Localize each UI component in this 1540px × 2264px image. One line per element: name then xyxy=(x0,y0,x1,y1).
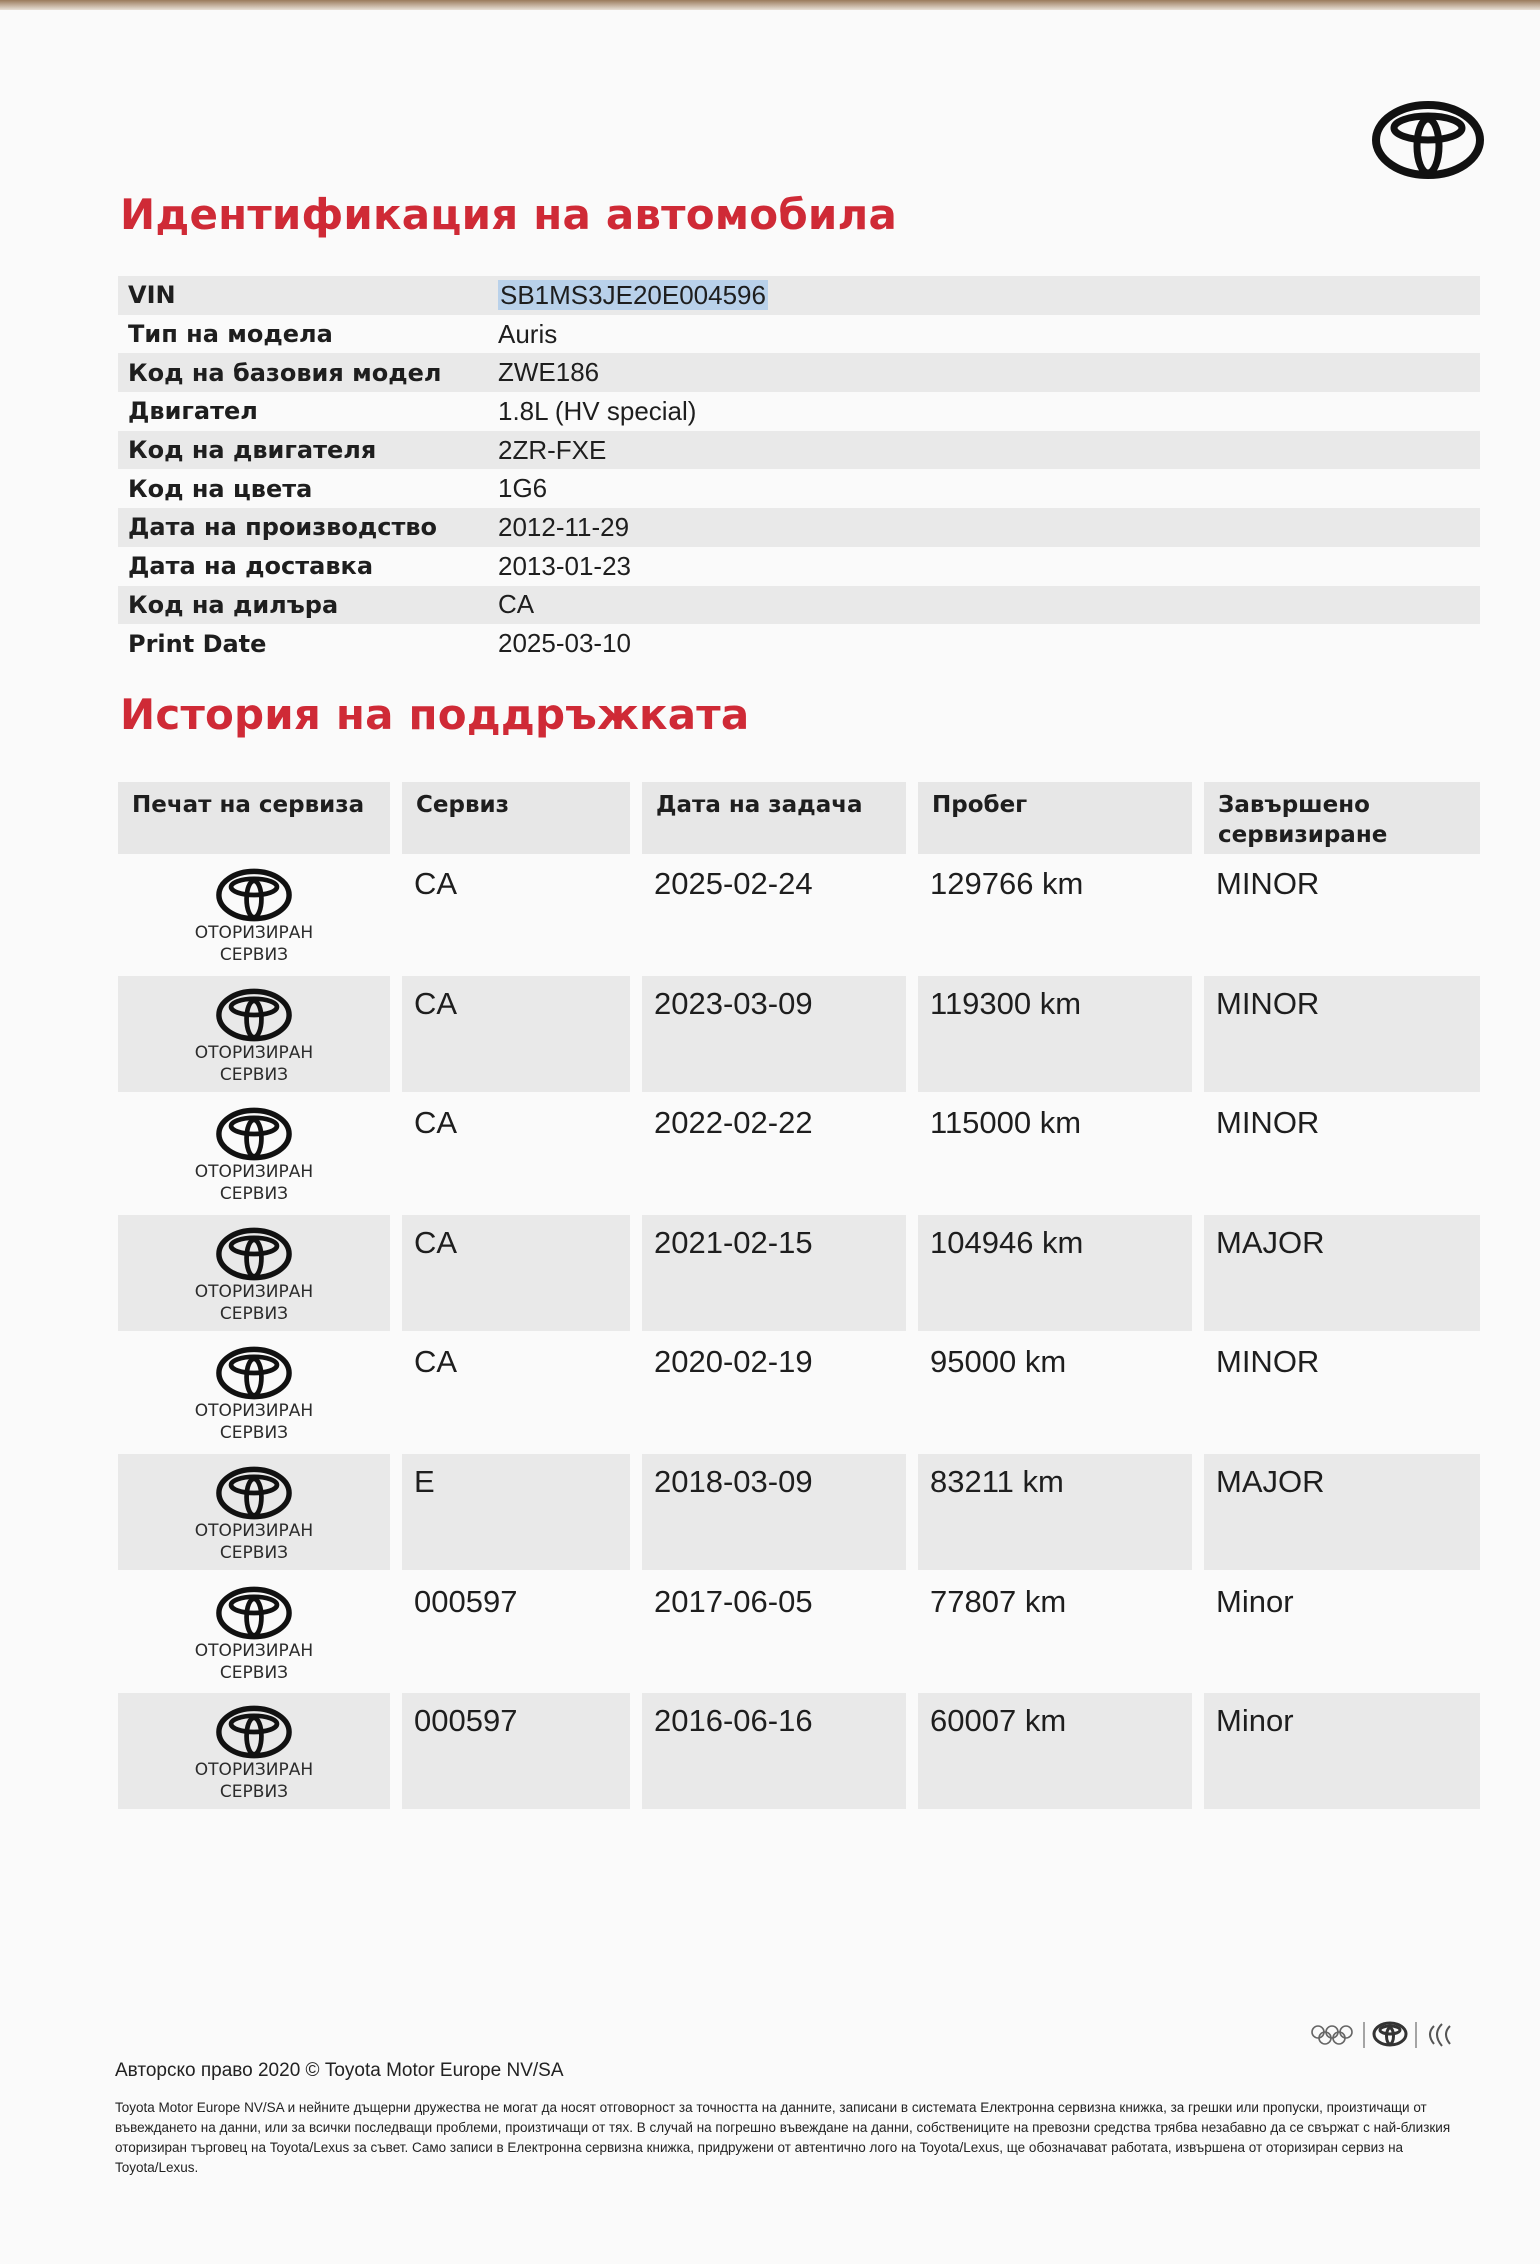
stamp-line1: ОТОРИЗИРАН xyxy=(194,1281,314,1302)
service-code: CA xyxy=(414,1344,458,1380)
service-stamp xyxy=(118,1693,390,1809)
service-stamp xyxy=(118,1215,390,1331)
service-type: MAJOR xyxy=(1204,1215,1480,1331)
identification-table xyxy=(118,276,1480,663)
header-mileage: Пробег xyxy=(918,782,1192,854)
id-value: CA xyxy=(498,589,535,620)
id-label: Двигател xyxy=(128,397,258,426)
id-label: Тип на модела xyxy=(128,320,333,349)
toyota-logo-icon xyxy=(1372,100,1484,180)
toyota-logo-icon xyxy=(216,988,292,1042)
mileage: 77807 km xyxy=(930,1583,1067,1619)
id-value: 2025-03-10 xyxy=(498,628,631,659)
toyota-logo-icon xyxy=(216,1107,292,1161)
header-date: Дата на задача xyxy=(642,782,906,854)
stamp-line1: ОТОРИЗИРАН xyxy=(194,1042,314,1063)
task-date: 2022-02-22 xyxy=(654,1105,813,1141)
service-code: CA xyxy=(414,866,458,901)
table-row xyxy=(118,1332,1480,1452)
stamp-line2: СЕРВИЗ xyxy=(219,1542,289,1563)
toyota-logo-icon xyxy=(216,868,292,922)
mileage: 60007 km xyxy=(918,1693,1192,1809)
id-value: 1G6 xyxy=(498,473,548,504)
id-label: Код на дилъра xyxy=(128,590,339,619)
task-date: 2025-02-24 xyxy=(654,866,813,901)
id-row-print-date xyxy=(118,624,1480,663)
stamp-line2: СЕРВИЗ xyxy=(219,945,289,965)
disclaimer-text: Toyota Motor Europe NV/SA и нейните дъщерни дружества не могат да носят отговорност за точността на данните, записани в системата Електронна сервизна книжка, за грешки или пропуски, произтичащи от въвеждането на данни, или за всички последващи проблеми, произтичащи от тях. В случай на погрешно въвеждане на данни, собствениците на превозни средства трябва незабавно да се свържат с най-близкия оторизиран търговец на Toyota/Lexus за съвет. Само записи в Електронна сервизна книжка, придружени от автентично лого на Toyota/Lexus, ще обозначават работата, извършена от оторизиран сервиз на Toyota/Lexus. xyxy=(115,2100,1451,2175)
stamp-line2: СЕРВИЗ xyxy=(219,1303,289,1324)
mileage: 95000 km xyxy=(930,1344,1067,1380)
service-type: MINOR xyxy=(1204,976,1480,1092)
table-header xyxy=(118,782,1480,854)
id-label: Дата на производство xyxy=(128,513,438,542)
service-code: 000597 xyxy=(402,1693,630,1809)
id-row-color-code xyxy=(118,469,1480,508)
service-stamp xyxy=(118,1574,390,1690)
service-code: CA xyxy=(402,976,630,1092)
id-row-engine-code xyxy=(118,431,1480,470)
table-row xyxy=(118,1213,1480,1333)
id-row-base-model xyxy=(118,353,1480,392)
table-body xyxy=(118,854,1480,1811)
history-title: История на поддръжката xyxy=(120,690,750,739)
id-row-delivery-date xyxy=(118,547,1480,586)
stamp-line1: ОТОРИЗИРАН xyxy=(194,1520,314,1541)
table-row xyxy=(118,974,1480,1094)
table-row xyxy=(118,1691,1480,1811)
toyota-logo-icon xyxy=(216,1346,292,1400)
stamp-line2: СЕРВИЗ xyxy=(219,1064,289,1085)
id-row-production-date xyxy=(118,508,1480,547)
stamp-line2: СЕРВИЗ xyxy=(219,1184,289,1205)
id-label: Код на базовия модел xyxy=(128,358,442,387)
service-type: Minor xyxy=(1216,1583,1294,1619)
stamp-line2: СЕРВИЗ xyxy=(219,1662,289,1683)
stamp-line1: ОТОРИЗИРАН xyxy=(194,1640,314,1661)
service-code: 000597 xyxy=(414,1583,518,1619)
id-row-vin xyxy=(118,276,1480,315)
id-value: Auris xyxy=(498,318,558,349)
service-type: MINOR xyxy=(1216,1105,1320,1141)
mileage: 104946 km xyxy=(918,1215,1192,1331)
id-value: 1.8L (HV special) xyxy=(498,395,697,426)
id-value: 2013-01-23 xyxy=(498,550,631,581)
id-value: 2012-11-29 xyxy=(498,511,630,542)
service-type: MINOR xyxy=(1216,1344,1320,1380)
copyright-text: Авторско право 2020 © Toyota Motor Europe NV/SA xyxy=(115,2060,564,2081)
vin-value[interactable]: SB1MS3JE20E004596 xyxy=(500,279,766,310)
mileage: 115000 km xyxy=(930,1105,1082,1141)
stamp-line1: ОТОРИЗИРАН xyxy=(194,923,314,943)
task-date: 2018-03-09 xyxy=(642,1454,906,1570)
table-row xyxy=(118,854,1480,974)
id-value: ZWE186 xyxy=(498,357,600,388)
stamp-line1: ОТОРИЗИРАН xyxy=(194,1760,314,1781)
id-label: Print Date xyxy=(128,629,267,658)
service-type: MAJOR xyxy=(1204,1454,1480,1570)
page-top-edge xyxy=(0,0,1540,10)
task-date: 2016-06-16 xyxy=(642,1693,906,1809)
header-stamp: Печат на сервиза xyxy=(118,782,390,854)
task-date: 2017-06-05 xyxy=(654,1583,813,1619)
id-row-model-type xyxy=(118,315,1480,354)
id-value: 2ZR-FXE xyxy=(498,434,607,465)
service-stamp xyxy=(118,1095,390,1211)
identification-title: Идентификация на автомобила xyxy=(120,190,897,239)
olympic-partner-icon xyxy=(1306,2018,1474,2062)
id-label: Код на цвета xyxy=(128,474,313,503)
table-row xyxy=(118,1452,1480,1572)
service-code: CA xyxy=(414,1105,458,1141)
table-row xyxy=(118,1093,1480,1213)
id-label: Код на двигателя xyxy=(128,436,377,465)
table-row xyxy=(118,1572,1480,1692)
service-type: MINOR xyxy=(1216,866,1320,901)
stamp-line1: ОТОРИЗИРАН xyxy=(194,1162,314,1183)
toyota-logo-icon xyxy=(216,1705,292,1759)
id-label: VIN xyxy=(128,281,176,310)
service-stamp xyxy=(118,976,390,1092)
stamp-line2: СЕРВИЗ xyxy=(219,1782,289,1803)
service-code: CA xyxy=(402,1215,630,1331)
toyota-logo-icon xyxy=(216,1227,292,1281)
toyota-logo-icon xyxy=(216,1586,292,1640)
task-date: 2021-02-15 xyxy=(642,1215,906,1331)
header-service: Сервиз xyxy=(402,782,630,854)
id-row-dealer-code xyxy=(118,586,1480,625)
service-stamp xyxy=(118,1334,390,1450)
stamp-line2: СЕРВИЗ xyxy=(219,1423,289,1444)
service-stamp xyxy=(118,856,390,972)
toyota-logo-icon xyxy=(216,1466,292,1520)
service-stamp xyxy=(118,1454,390,1570)
mileage: 119300 km xyxy=(918,976,1192,1092)
task-date: 2023-03-09 xyxy=(642,976,906,1092)
id-label: Дата на доставка xyxy=(128,552,374,581)
mileage: 129766 km xyxy=(930,866,1084,901)
service-type: Minor xyxy=(1204,1693,1480,1809)
task-date: 2020-02-19 xyxy=(654,1344,813,1380)
mileage: 83211 km xyxy=(918,1454,1192,1570)
header-completed: Завършено сервизиране xyxy=(1204,782,1480,854)
service-code: E xyxy=(402,1454,630,1570)
stamp-line1: ОТОРИЗИРАН xyxy=(194,1401,314,1422)
service-history-table xyxy=(118,782,1480,1811)
id-row-engine xyxy=(118,392,1480,431)
